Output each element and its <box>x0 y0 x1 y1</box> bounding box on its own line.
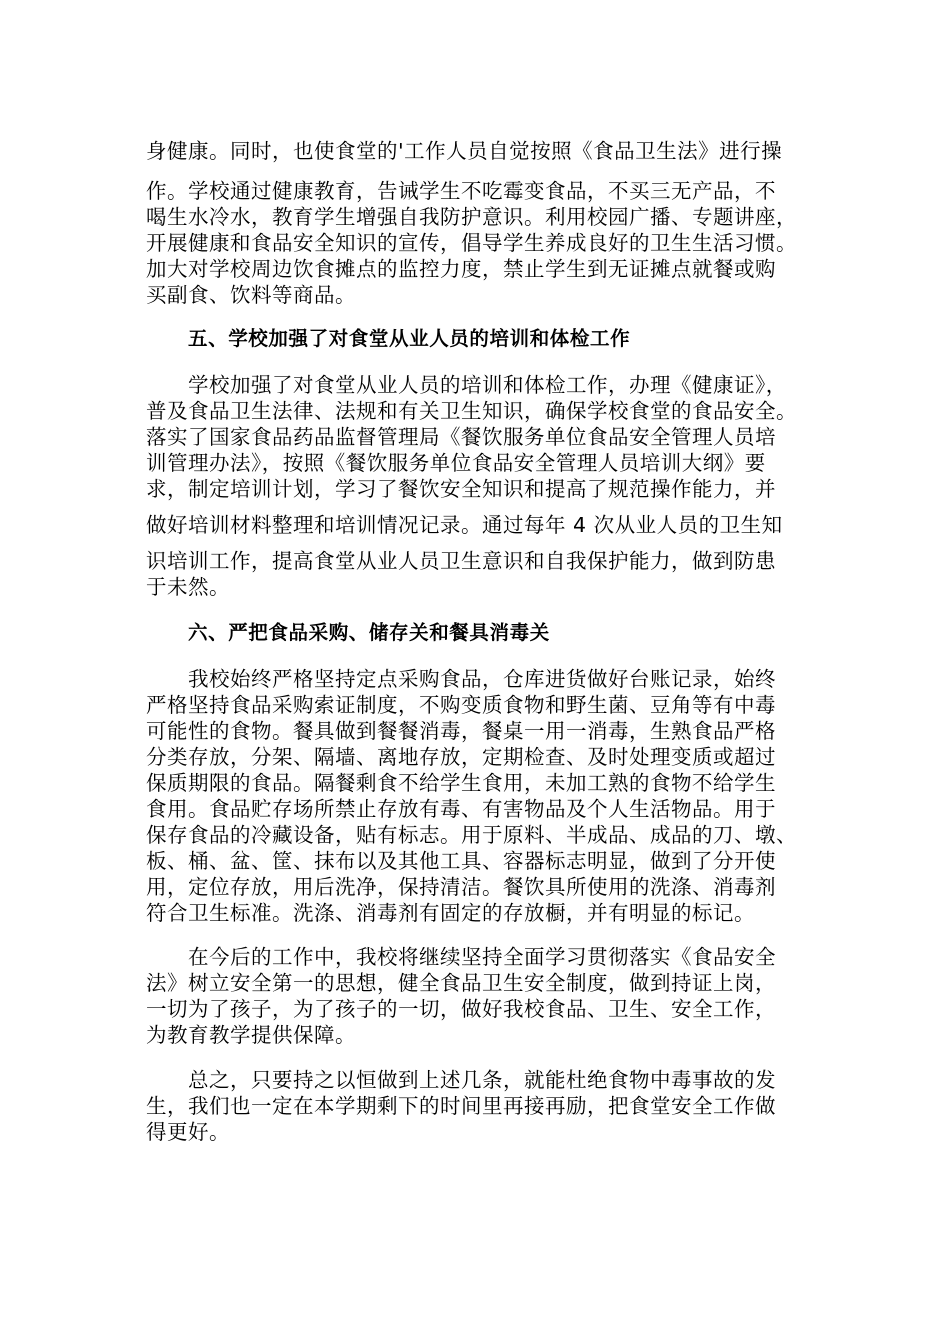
text-line: 总之，只要持之以恒做到上述几条，就能杜绝食物中毒事故的发 <box>188 1068 776 1092</box>
text-line: 用，定位存放，用后洗净，保持清洁。餐饮具所使用的洗涤、消毒剂 <box>146 875 776 899</box>
text-line: 严格坚持食品采购索证制度，不购变质食物和野生菌、豆角等有中毒 <box>146 693 776 717</box>
text-line: 分类存放，分架、隔墙、离地存放，定期检查、及时处理变质或超过 <box>146 745 776 769</box>
text-line: 落实了国家食品药品监督管理局《餐饮服务单位食品安全管理人员培 <box>146 425 776 449</box>
text-line: 买副食、饮料等商品。 <box>146 283 356 307</box>
text-line: 普及食品卫生法律、法规和有关卫生知识，确保学校食堂的食品安全。 <box>146 399 797 423</box>
text-line: 保存食品的冷藏设备，贴有标志。用于原料、半成品、成品的刀、墩、 <box>146 823 797 847</box>
text-line: 食用。食品贮存场所禁止存放有毒、有害物品及个人生活物品。用于 <box>146 797 776 821</box>
section-heading-5: 五、学校加强了对食堂从业人员的培训和体检工作 <box>188 327 631 350</box>
text-line: 板、桶、盆、筐、抹布以及其他工具、容器标志明显，做到了分开使 <box>146 849 776 873</box>
text-line: 求，制定培训计划，学习了餐饮安全知识和提高了规范操作能力，并 <box>146 477 776 501</box>
text-line: 喝生水冷水，教育学生增强自我防护意识。利用校园广播、专题讲座， <box>146 205 797 229</box>
text-line: 训管理办法》，按照《餐饮服务单位食品安全管理人员培训大纲》要 <box>146 451 766 475</box>
text-line: 生，我们也一定在本学期剩下的时间里再接再励，把食堂安全工作做 <box>146 1094 776 1118</box>
text-line: 学校加强了对食堂从业人员的培训和体检工作，办理《健康证》， <box>188 373 787 397</box>
text-line: 加大对学校周边饮食摊点的监控力度，禁止学生到无证摊点就餐或购 <box>146 257 776 281</box>
text-line: 识培训工作，提高食堂从业人员卫生意识和自我保护能力，做到防患 <box>146 549 776 573</box>
text-line: 法》树立安全第一的思想，健全食品卫生安全制度，做到持证上岗， <box>146 971 776 995</box>
text-line: 作。学校通过健康教育，告诫学生不吃霉变食品，不买三无产品，不 <box>146 179 776 203</box>
text-line: 符合卫生标准。洗涤、消毒剂有固定的存放橱，并有明显的标记。 <box>146 901 755 925</box>
text-line: 开展健康和食品安全知识的宣传，倡导学生养成良好的卫生生活习惯。 <box>146 231 797 255</box>
section-heading-6: 六、严把食品采购、储存关和餐具消毒关 <box>188 621 550 644</box>
text-line: 可能性的食物。餐具做到餐餐消毒，餐桌一用一消毒，生熟食品严格 <box>146 719 776 743</box>
text-line: 身健康。同时，也使食堂的'工作人员自觉按照《食品卫生法》进行操 <box>146 139 783 163</box>
text-line: 为教育教学提供保障。 <box>146 1023 356 1047</box>
text-line: 在今后的工作中，我校将继续坚持全面学习贯彻落实《食品安全 <box>188 945 776 969</box>
text-line: 得更好。 <box>146 1120 230 1144</box>
text-line: 保质期限的食品。隔餐剩食不给学生食用，未加工熟的食物不给学生 <box>146 771 776 795</box>
text-line: 于未然。 <box>146 575 230 599</box>
text-line: 一切为了孩子，为了孩子的一切，做好我校食品、卫生、安全工作， <box>146 997 776 1021</box>
text-line: 做好培训材料整理和培训情况记录。通过每年 4 次从业人员的卫生知 <box>146 513 783 537</box>
text-line: 我校始终严格坚持定点采购食品，仓库进货做好台账记录，始终 <box>188 667 776 691</box>
